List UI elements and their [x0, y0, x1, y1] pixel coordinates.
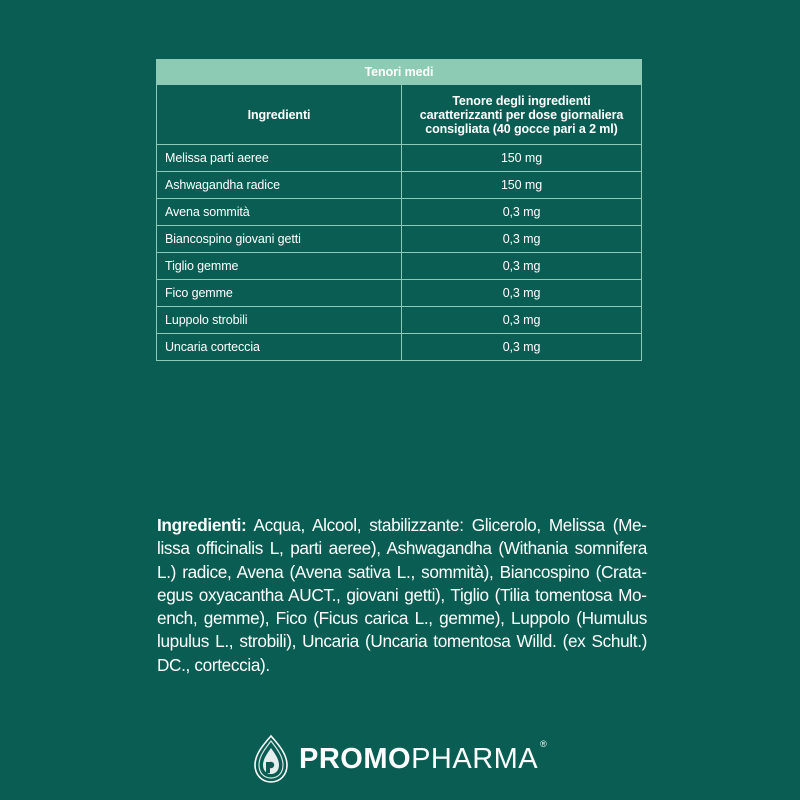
column-header-ingredients: Ingredienti	[157, 85, 402, 145]
ingredient-value: 150 mg	[402, 145, 642, 172]
table-row	[157, 307, 642, 334]
nutrition-table-container	[156, 59, 642, 361]
ingredient-value: 0,3 mg	[402, 253, 642, 280]
ingredient-name: Tiglio gemme	[157, 253, 402, 280]
ingredients-paragraph	[157, 514, 647, 677]
ingredients-text: Acqua, Alcool, stabilizzante: Glicerolo, Melissa (Melissa officinalis L, parti aeree), Ashwagandha (Withania somnifera L.) radice, Avena (Avena sativa L., sommità), Biancospino (Crataegus oxyacantha AUCT., giovani getti), Tiglio (Tilia tomentosa Moench, gemme), Fico (Ficus carica L., gemme), Luppolo (Humulus lupulus L., strobili), Uncaria (Uncaria tomentosa Willd. (ex Schult.) DC., corteccia).	[157, 515, 647, 675]
ingredient-name: Fico gemme	[157, 280, 402, 307]
table-row	[157, 226, 642, 253]
nutrition-table	[156, 59, 642, 361]
ingredient-name: Uncaria corteccia	[157, 334, 402, 361]
table-row	[157, 199, 642, 226]
ingredient-value: 0,3 mg	[402, 226, 642, 253]
brand-logo	[252, 733, 547, 785]
table-row	[157, 172, 642, 199]
table-row	[157, 280, 642, 307]
ingredient-name: Biancospino giovani getti	[157, 226, 402, 253]
ingredient-value: 0,3 mg	[402, 199, 642, 226]
ingredient-value: 0,3 mg	[402, 307, 642, 334]
table-title-row	[157, 60, 642, 85]
ingredient-value: 0,3 mg	[402, 280, 642, 307]
ingredient-name: Avena sommità	[157, 199, 402, 226]
ingredient-value: 0,3 mg	[402, 334, 642, 361]
leaf-drop-icon	[252, 734, 290, 784]
ingredient-name: Ashwagandha radice	[157, 172, 402, 199]
table-title: Tenori medi	[157, 60, 642, 85]
ingredient-name: Luppolo strobili	[157, 307, 402, 334]
ingredients-label: Ingredienti:	[157, 515, 247, 535]
brand-name: PROMOPHARMA ®	[299, 738, 548, 775]
column-header-dose: Tenore degli ingredienti caratterizzanti per dose giornaliera consigliata (40 gocce pari a 2 ml)	[402, 85, 642, 145]
ingredient-value: 150 mg	[402, 172, 642, 199]
ingredient-name: Melissa parti aeree	[157, 145, 402, 172]
table-row	[157, 253, 642, 280]
table-row	[157, 145, 642, 172]
table-row	[157, 334, 642, 361]
table-header-row	[157, 85, 642, 145]
